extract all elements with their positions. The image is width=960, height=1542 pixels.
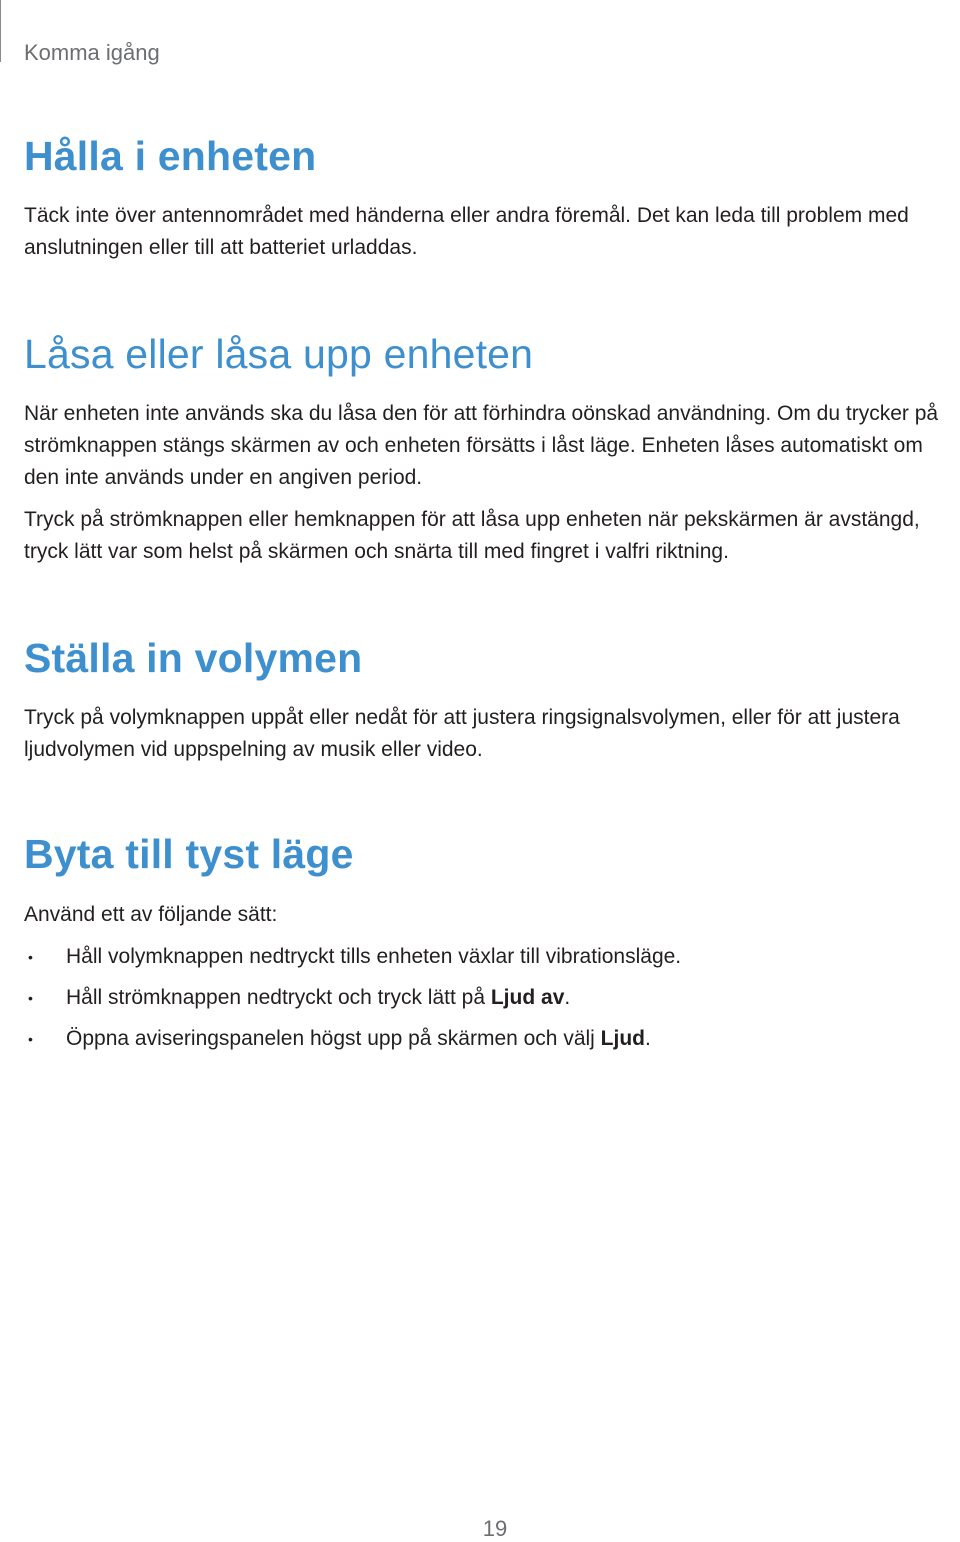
bullet-icon: • xyxy=(28,949,33,965)
list-item-text: Håll strömknappen nedtryckt och tryck lätt på xyxy=(66,986,491,1009)
list-item xyxy=(24,982,954,1014)
section-lock-unlock xyxy=(24,330,954,568)
list-item-suffix: . xyxy=(564,986,571,1009)
section-silent-mode xyxy=(24,830,954,1064)
list-item-emphasis: Ljud xyxy=(600,1027,645,1050)
list-item-suffix: . xyxy=(645,1027,651,1050)
list-item-text: Öppna aviseringspanelen högst upp på skärmen och välj xyxy=(66,1027,601,1050)
list-item xyxy=(24,941,954,973)
section-paragraph: Använd ett av följande sätt: xyxy=(24,903,278,926)
section-holding-device xyxy=(24,132,954,264)
section-title: Byta till tyst läge xyxy=(24,831,354,877)
silent-mode-list xyxy=(24,941,954,1055)
bullet-icon: • xyxy=(28,1031,33,1047)
section-paragraph: När enheten inte används ska du låsa den för att förhindra oönskad användning. Om du trycker på strömknappen stängs skärmen av och enheten försätts i låst läge. Enheten låses automatiskt om den inte används under en angiven period. xyxy=(24,402,939,489)
section-paragraph: Tryck på strömknappen eller hemknappen för att låsa upp enheten när pekskärmen är avstängd, tryck lätt var som helst på skärmen och snärta till med fingret i valfri riktning. xyxy=(24,508,920,563)
section-paragraph: Tryck på volymknappen uppåt eller nedåt för att justera ringsignalsvolymen, eller för att justera ljudvolymen vid uppspelning av musik eller video. xyxy=(24,706,900,761)
page-number: 19 xyxy=(482,1516,508,1541)
running-header: Komma igång xyxy=(24,40,160,65)
section-title: Låsa eller låsa upp enheten xyxy=(24,331,534,377)
page-edge-rule xyxy=(0,0,1,62)
list-item-text: Håll volymknappen nedtryckt tills enheten växlar till vibrationsläge. xyxy=(66,945,682,968)
section-volume xyxy=(24,634,954,766)
bullet-icon: • xyxy=(28,990,33,1006)
list-item xyxy=(24,1023,954,1055)
section-title: Hålla i enheten xyxy=(24,133,317,179)
section-paragraph: Täck inte över antennområdet med händerna eller andra föremål. Det kan leda till problem med anslutningen eller till att batteriet urladdas. xyxy=(24,204,909,259)
section-title: Ställa in volymen xyxy=(24,635,363,681)
list-item-emphasis: Ljud av xyxy=(490,986,565,1009)
